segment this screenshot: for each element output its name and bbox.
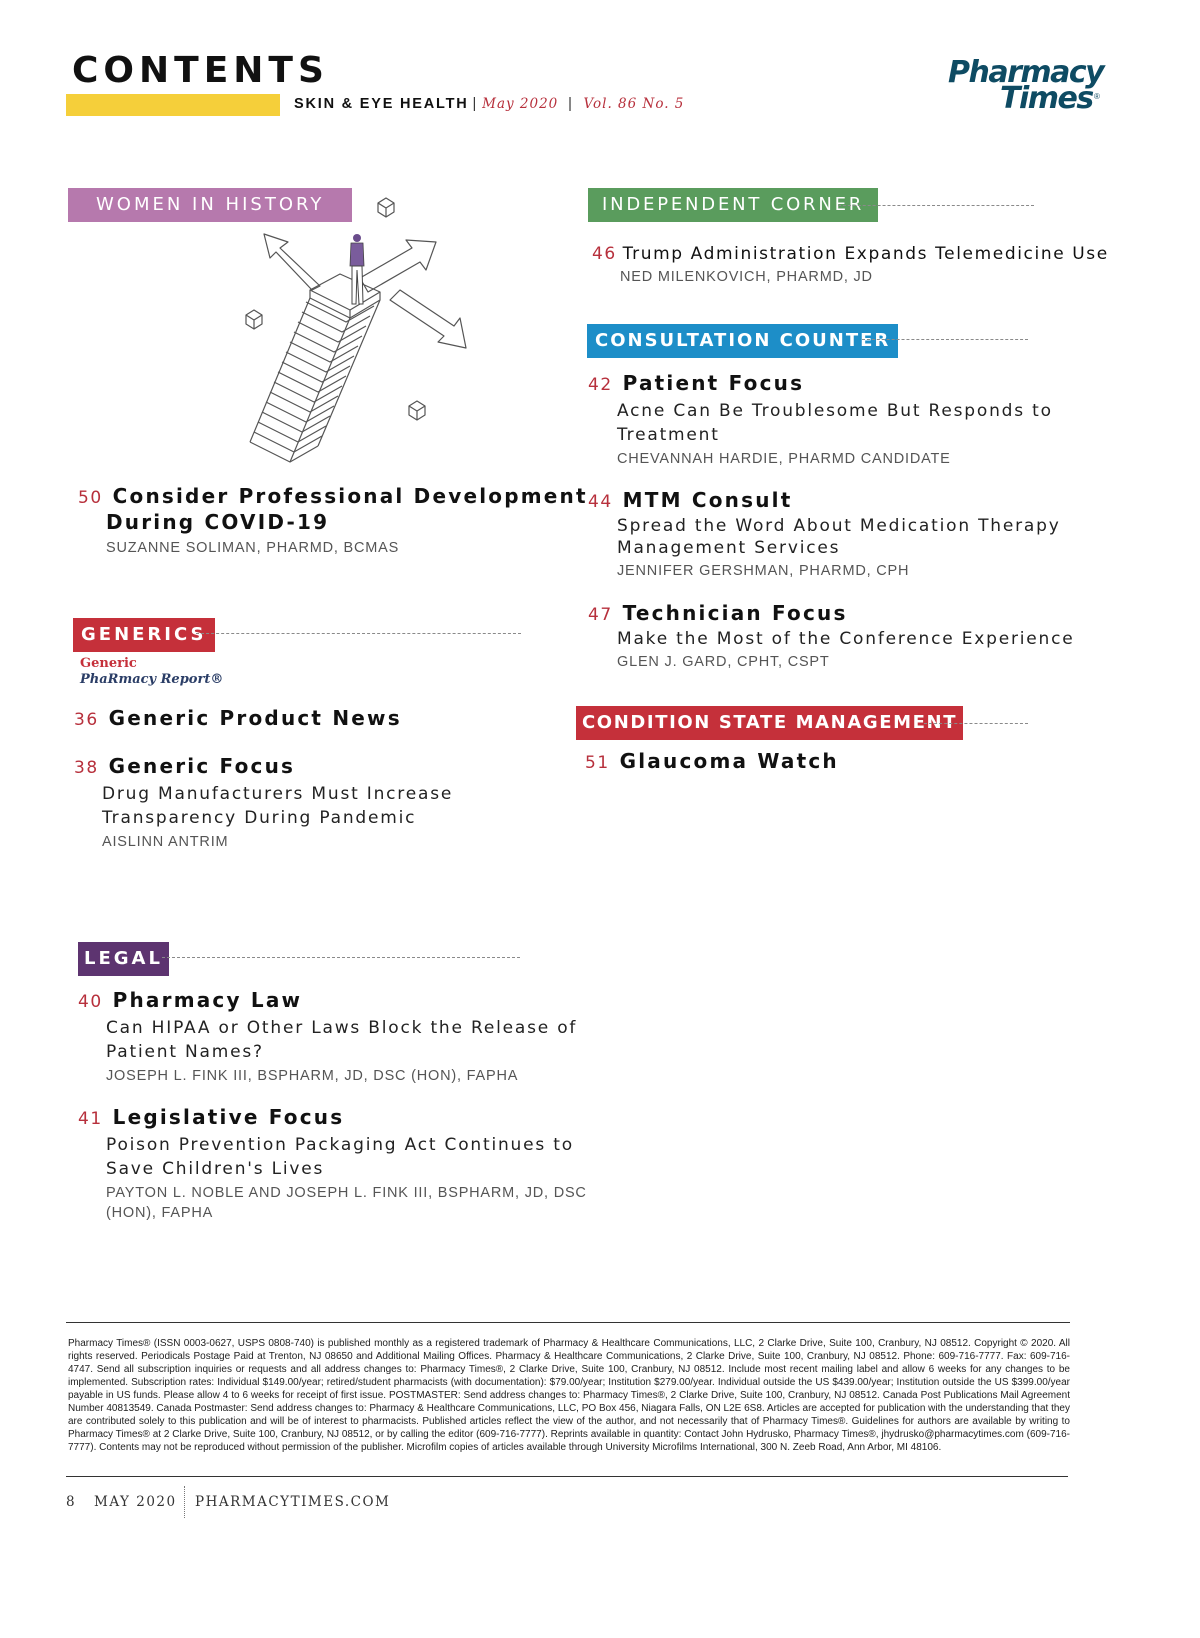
section-divider xyxy=(838,205,1034,206)
entry-title-continued: During COVID-19 xyxy=(106,510,330,534)
entry-title: Glaucoma Watch xyxy=(619,749,839,773)
entry-title: Pharmacy Law xyxy=(112,988,303,1012)
toc-entry[interactable] xyxy=(588,601,1075,670)
footer-top-rule xyxy=(66,1322,1070,1323)
footer-website-link[interactable]: PHARMACYTIMES.COM xyxy=(195,1494,391,1510)
section-tag-generics: GENERICS xyxy=(73,618,215,652)
entry-title: Generic Focus xyxy=(108,754,296,778)
section-divider xyxy=(862,339,1028,340)
entry-title: Technician Focus xyxy=(622,601,848,625)
footer-month: MAY 2020 xyxy=(94,1494,177,1510)
page-number: 44 xyxy=(588,492,613,512)
page-number: 40 xyxy=(78,992,103,1012)
entry-author: PAYTON L. NOBLE AND JOSEPH L. FINK III, BSPHARM, JD, DSC xyxy=(106,1185,587,1201)
toc-entry[interactable] xyxy=(74,706,402,730)
entry-author: JOSEPH L. FINK III, BSPHARM, JD, DSC (HON), FAPHA xyxy=(106,1068,519,1084)
section-tag-legal: LEGAL xyxy=(78,942,169,976)
section-tag-condition-state-management: CONDITION STATE MANAGEMENT xyxy=(576,706,963,740)
entry-author: AISLINN ANTRIM xyxy=(102,834,229,850)
pharmacy-times-logo xyxy=(948,55,1118,122)
entry-author: JENNIFER GERSHMAN, PHARMD, CPH xyxy=(617,563,910,579)
entry-title: Trump Administration Expands Telemedicine Use xyxy=(622,244,1109,264)
entry-subtitle-continued: Management Services xyxy=(617,538,841,558)
entry-subtitle: Make the Most of the Conference Experience xyxy=(617,629,1075,649)
section-divider xyxy=(196,633,521,634)
cube-icon xyxy=(409,401,425,420)
page-number: 38 xyxy=(74,758,99,778)
separator: | xyxy=(562,96,580,112)
footer-separator xyxy=(184,1486,185,1518)
section-tag-consultation-counter: CONSULTATION COUNTER xyxy=(587,324,898,358)
issue-subheader xyxy=(294,96,684,112)
toc-entry[interactable] xyxy=(588,488,1061,579)
page-number: 42 xyxy=(588,375,613,395)
issue-volume: Vol. 86 No. 5 xyxy=(583,96,685,112)
entry-subtitle-continued: Patient Names? xyxy=(106,1042,264,1062)
entry-title: MTM Consult xyxy=(622,488,793,512)
logo-line-1: Pharmacy xyxy=(948,55,1104,90)
section-tag-independent-corner: INDEPENDENT CORNER xyxy=(588,188,878,222)
section-divider xyxy=(162,957,520,958)
entry-subtitle: Drug Manufacturers Must Increase xyxy=(102,784,454,804)
page-number: 51 xyxy=(585,753,610,773)
page-number: 41 xyxy=(78,1109,103,1129)
page-number: 50 xyxy=(78,488,103,508)
title-accent-bar xyxy=(66,94,280,116)
page-number: 8 xyxy=(66,1494,77,1510)
entry-subtitle: Spread the Word About Medication Therapy xyxy=(617,516,1061,536)
entry-subtitle-continued: Treatment xyxy=(617,425,720,445)
entry-author-continued: (HON), FAPHA xyxy=(106,1205,214,1221)
logo-line-2: Times xyxy=(1000,81,1093,116)
entry-subtitle: Acne Can Be Troublesome But Responds to xyxy=(617,401,1053,421)
separator: | xyxy=(472,96,479,112)
section-divider xyxy=(924,723,1028,724)
entry-author: SUZANNE SOLIMAN, PHARMD, BCMAS xyxy=(106,540,400,556)
issue-date: May 2020 xyxy=(482,96,559,112)
toc-entry[interactable] xyxy=(74,754,453,850)
issue-topic: SKIN & EYE HEALTH xyxy=(294,96,469,112)
entry-subtitle: Can HIPAA or Other Laws Block the Release of xyxy=(106,1018,578,1038)
entry-title: Generic Product News xyxy=(108,706,402,730)
toc-entry[interactable] xyxy=(78,1105,587,1221)
page-number: 36 xyxy=(74,710,99,730)
toc-entry[interactable] xyxy=(588,371,1053,467)
footer-bottom-rule xyxy=(66,1476,1068,1477)
entry-author: CHEVANNAH HARDIE, PHARMD CANDIDATE xyxy=(617,451,951,467)
page-number: 47 xyxy=(588,605,613,625)
publication-legal-notice: Pharmacy Times® (ISSN 0003-0627, USPS 0808-740) is published monthly as a registered trademark of Pharmacy & Healthcare Communications, LLC, 2 Clarke Drive, Suite 100, Cranbury, NJ 08512. Copyright © 2020. All rights reserved. Periodicals Postage Paid at Trenton, NJ 08650 and Additional Mailing Offices. Pharmacy & Healthcare Communications, 2 Clarke Drive, Suite 100, Cranbury, NJ 08512. Phone: 609-716-7777. Fax: 609-716-4747. Send all subscription inquiries or requests and all address changes to: Pharmacy Times®, 2 Clarke Drive, Suite 100, Cranbury, NJ 08512. Include most recent mailing label and allow 6 weeks for any changes to be implemented. Subscription rates: Individual $149.00/year; retired/student pharmacists (with documentation): $79.00/year; Institution $279.00/year. Individual outside the US $439.00/year; Institution outside the US $399.00/year payable in US funds. Please allow 4 to 6 weeks for receipt of first issue. POSTMASTER: Send address changes to: Pharmacy Times®, 2 Clarke Drive, Suite 100, Cranbury, NJ 08512. Canada Post Publications Mail Agreement Number 40813549. Canada Postmaster: Send address changes to: Pharmacy & Healthcare Communications, LLC, PO Box 456, Niagara Falls, ON L2E 6S8. Articles are accepted for publication with the understanding that they are contributed solely to this publication and will be of interest to pharmacists. Published articles reflect the view of the author, and not necessarily that of Pharmacy Times®. Guidelines for authors are available by writing to Pharmacy Times® at 2 Clarke Drive, Suite 100, Cranbury, NJ 08512, or by calling the editor (609-716-7777). Reprints available in quantity: Contact John Hydrusko, Pharmacy Times®, jhydrusko@pharmacytimes.com (609-716-7777). Contents may not be reproduced without permission of the publisher. Microfilm copies of articles available through University Microfilms International, 300 N. Zeeb Road, Ann Arbor, MI 48106. xyxy=(68,1338,1070,1453)
page-number: 46 xyxy=(592,244,617,264)
toc-entry[interactable] xyxy=(592,244,1109,285)
entry-author: GLEN J. GARD, CPHT, CSPT xyxy=(617,654,830,670)
entry-subtitle-continued: Save Children's Lives xyxy=(106,1159,325,1179)
logo-registered-mark: ® xyxy=(1094,92,1100,101)
entry-subtitle-continued: Transparency During Pandemic xyxy=(102,808,417,828)
entry-author: NED MILENKOVICH, PHARMD, JD xyxy=(620,269,873,285)
person-figure xyxy=(350,234,364,304)
entry-title: Patient Focus xyxy=(622,371,805,395)
toc-entry[interactable] xyxy=(78,988,577,1084)
entry-title: Legislative Focus xyxy=(112,1105,345,1129)
cube-icon xyxy=(378,198,394,217)
page-title: CONTENTS xyxy=(72,50,329,91)
entry-title: Consider Professional Development xyxy=(112,484,588,508)
cube-icon xyxy=(246,310,262,329)
generic-pharmacy-report-logo-subtitle: PhaRmacy Report® xyxy=(80,672,224,687)
generic-pharmacy-report-logo: Generic xyxy=(80,656,137,671)
toc-entry[interactable] xyxy=(585,749,839,773)
entry-subtitle: Poison Prevention Packaging Act Continues to xyxy=(106,1135,574,1155)
toc-entry[interactable] xyxy=(78,484,588,556)
person-at-crossroads-stairs-illustration xyxy=(240,186,510,476)
section-tag-women-in-history: WOMEN IN HISTORY xyxy=(68,188,352,222)
